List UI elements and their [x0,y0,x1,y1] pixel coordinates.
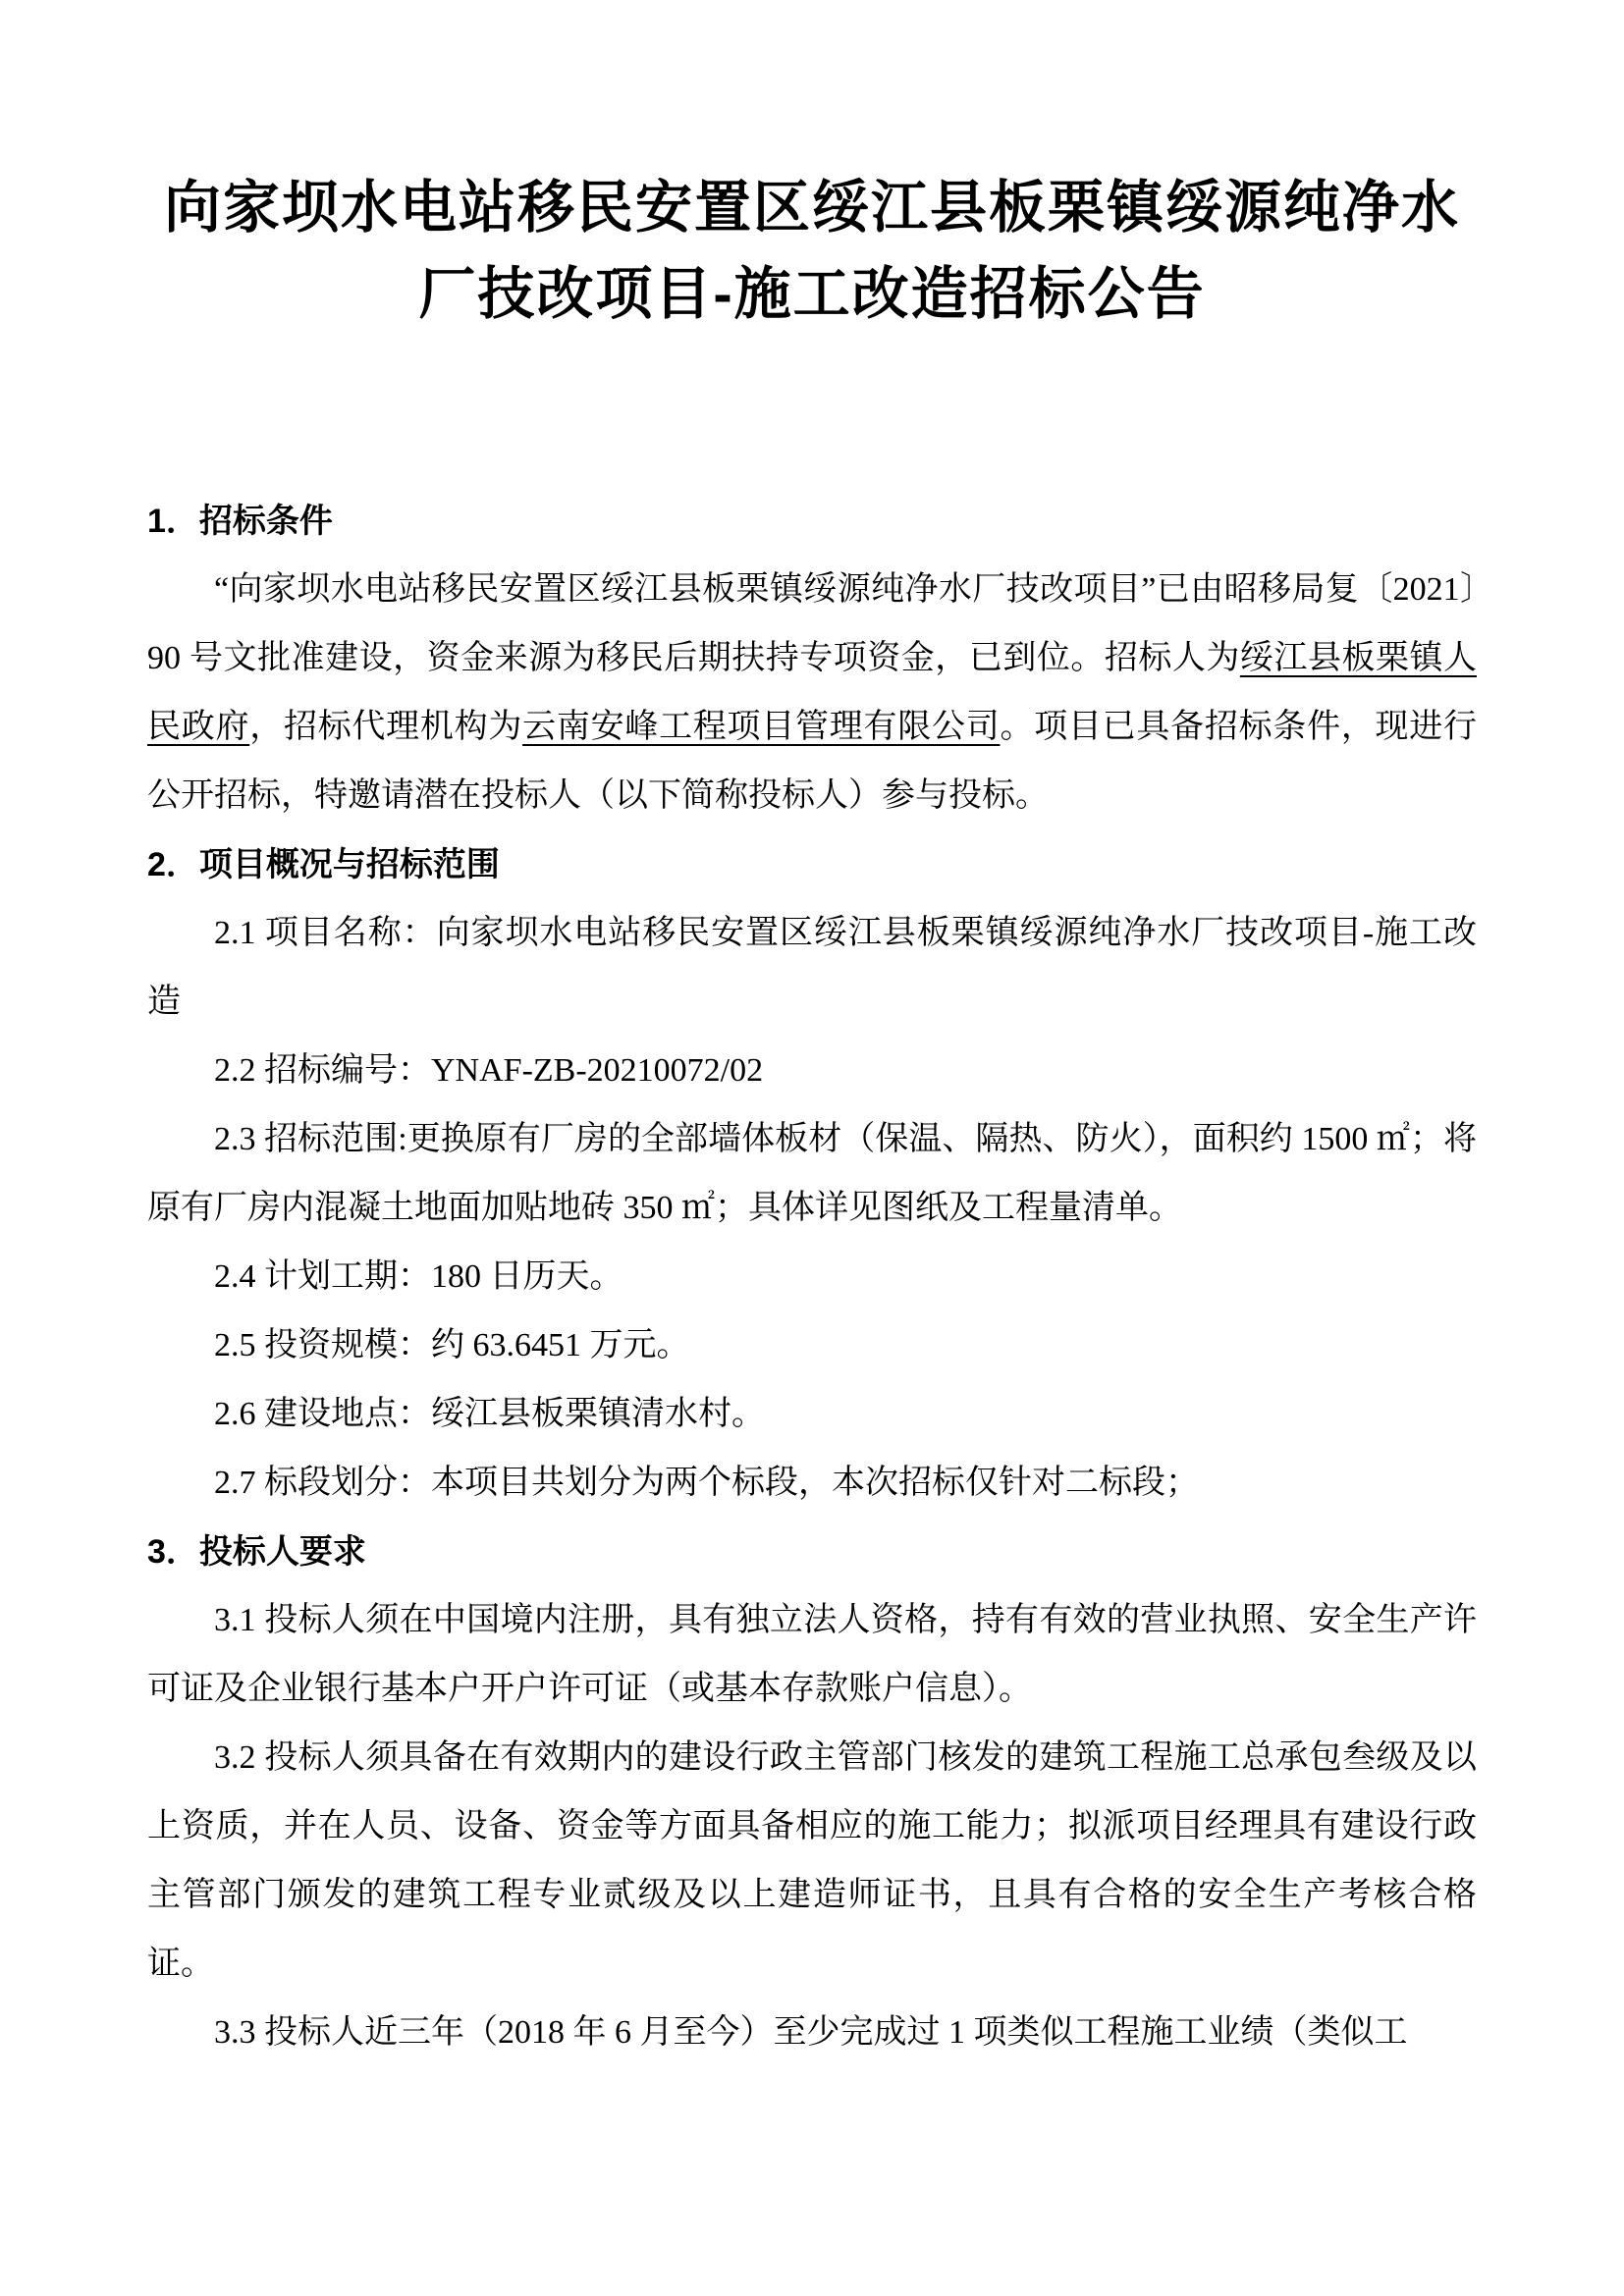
section-heading-1: 1．招标条件 [147,503,333,540]
section-2-paragraph-5 [147,1311,1477,1380]
section-2-paragraph-7 [147,1449,1477,1518]
document-title-line-2: 厂技改项目-施工改造招标公告 [418,262,1206,326]
text-run: 3.2 投标人须具备在有效期内的建设行政主管部门核发的建筑工程施工总承包叁级及以上资质，并在人员、设备、资金等方面具备相应的施工能力；拟派项目经理具有建设行政主管部门颁发的建筑工程专业贰级及以上建造师证书，且具有合格的安全生产考核合格证。 [147,1739,1477,1982]
section-heading-2: 2．项目概况与招标范围 [147,846,500,883]
section-heading-3: 3．投标人要求 [147,1533,366,1571]
document-title-line-1: 向家坝水电站移民安置区绥江县板栗镇绥源纯净水 [163,176,1460,240]
section-2-paragraph-2 [147,1037,1477,1105]
underlined-text-run: 云南安峰工程项目管理有限公司 [522,709,1001,745]
text-run: 2.5 投资规模：约 63.6451 万元。 [214,1327,690,1363]
text-run: 。项目已具备招标条件，现进行公开招标，特邀请潜在投标人（以下简称投标人）参与投标。 [147,709,1478,814]
section-3-paragraph-2 [147,1724,1477,1999]
section-1-paragraph-1 [147,556,1477,830]
section-3-paragraph-1 [147,1586,1477,1724]
section-3-paragraph-3 [147,1999,1477,2067]
section-2-paragraph-4 [147,1243,1477,1311]
document-title [147,165,1477,338]
section-2-paragraph-3 [147,1105,1477,1243]
text-run: 2.7 标段划分：本项目共划分为两个标段，本次招标仅针对二标段； [214,1465,1199,1501]
text-run: ，招标代理机构为 [249,709,523,745]
text-run: 2.4 计划工期：180 日历天。 [214,1258,623,1295]
text-run: 2.1 项目名称：向家坝水电站移民安置区绥江县板栗镇绥源纯净水厂技改项目-施工改造 [147,915,1477,1020]
section-2-paragraph-6 [147,1380,1477,1449]
document-body [147,487,1477,2067]
section-2-paragraph-1 [147,899,1477,1037]
text-run: 2.6 建设地点：绥江县板栗镇清水村。 [214,1396,765,1432]
text-run: 3.1 投标人须在中国境内注册，具有独立法人资格，持有有效的营业执照、安全生产许可证及企业银行基本户开户许可证（或基本存款账户信息）。 [147,1602,1477,1707]
underlined-text-run: 绥江县板栗镇人民政府 [147,640,1478,745]
text-run: “向家坝水电站移民安置区绥江县板栗镇绥源纯净水厂技改项目”已由昭移局复〔2021〕90 号文批准建设，资金来源为移民后期扶持专项资金，已到位。招标人为 [147,571,1477,676]
text-run: 3.3 投标人近三年（2018 年 6 月至今）至少完成过 1 项类似工程施工业绩（类似工 [214,2014,1408,2051]
text-run: 2.2 招标编号：YNAF-ZB-20210072/02 [214,1052,764,1089]
text-run: 2.3 招标范围:更换原有厂房的全部墙体板材（保温、隔热、防火），面积约 1500 ㎡；将原有厂房内混凝土地面加贴地砖 350 ㎡；具体详见图纸及工程量清单。 [147,1121,1477,1226]
